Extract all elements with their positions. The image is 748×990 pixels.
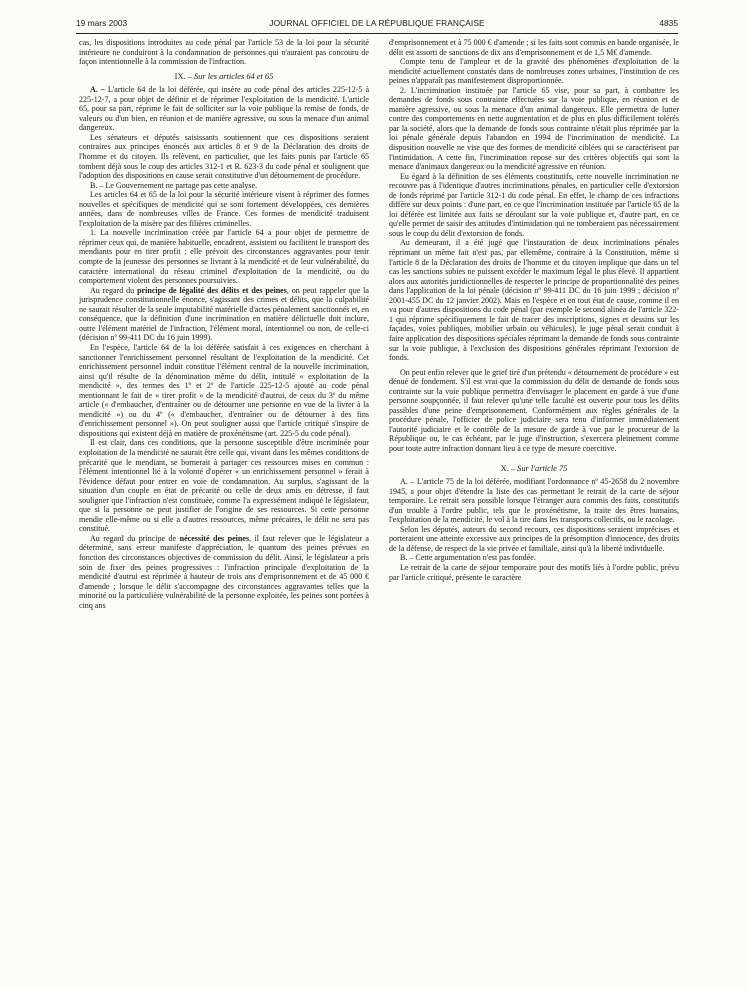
- paragraph: Il est clair, dans ces conditions, que la personne susceptible d'être incriminée pour exploitation de la mendicité ne saurait être celle qui, vivant dans les mêmes conditions de précarité que le mendiant, se bornerait à partager ces ressources mises en commun : l'élément intentionnel lié à la volonté d'opérer « un enrichissement personnel » ferait à l'évidence défaut pour entrer en voie de condamnation. Au surplus, s'agissant de la situation d'un couple en état de précarité ou celle de deux amis en détresse, il faut souligner que l'infraction n'est constituée, comme l'a expressément indiqué le législateur, que si la personne ne peut justifier de l'origine de ses ressources. Si cette personne mendie elle-même ou si elle a d'autres ressources, même précaires, le délit ne sera pas constitué.: [79, 438, 369, 534]
- left-column: [79, 38, 369, 983]
- paragraph: Au demeurant, il a été jugé que l'instauration de deux incriminations pénales réprimant un même fait n'est pas, par ellemême, contraire à la Constitution, même si l'article 8 de la Déclaration des droits de l'homme et du citoyen implique que dans un tel cas les sanctions subies ne puissent excéder le maximum légal le plus élevé. Il appartient alors aux autorités juridictionnelles de respecter le principe de proportionnalité des peines dans l'application de la loi pénale (décision nº 99-411 DC du 16 juin 1999 ; décision nº 2001-455 DC du 12 janvier 2002). Mais en l'espèce et en tout état de cause, comme il en va pour d'autres dispositions du code pénal (par exemple le second alinéa de l'article 322-1 qui réprime spécifiquement le fait de tracer des inscriptions, signes et dessins sur les façades, voies publiques, mobilier urbain ou véhicules), le juge pénal serait conduit à faire application des dispositions spéciales réprimant la demande de fonds sous contrainte sur la voie publique, à l'exclusion des dispositions générales réprimant l'extorsion de fonds.: [389, 238, 679, 363]
- paragraph: En l'espèce, l'article 64 de la loi déférée satisfait à ces exigences en cherchant à sanctionner l'enrichissement personnel résultant de l'exploitation de la mendicité. Cet enrichissement personnel induit constitue l'élément central de la nouvelle incrimination, ainsi qu'il résulte de la dénomination même du délit, intitulé « exploitation de la mendicité », des termes des 1º et 2º de l'article 225-12-5 ajouté au code pénal mentionnant le fait de « tirer profit » de la mendicité d'autrui, de ceux du 3º du même article (« d'embaucher, d'entraîner ou de détourner une personne en vue de la livrer à la mendicité ») ou du 4º (« d'embaucher, d'entraîner ou de détourner à des fins d'enrichissement personnel »). On peut souligner aussi que l'article critiqué s'inspire de dispositions qui existent déjà en matière de proxénétisme (art. 225-5 du code pénal).: [79, 342, 369, 438]
- section-ix-heading: [79, 72, 369, 82]
- section-title: Sur l'article 75: [517, 463, 568, 473]
- paragraph: A. – L'article 75 de la loi déférée, modifiant l'ordonnance nº 45-2658 du 2 novembre 1945, a pour objet d'étendre la liste des cas permettant le retrait de la carte de séjour temporaire. Le retrait sera possible lorsque l'étranger aura commis des faits, constitutifs d'un trouble à l'ordre public, tels que le proxénétisme, la traite des êtres humains, l'exploitation de la mendicité, le vol à la tire dans les transports collectifs, ou le racolage.: [389, 477, 679, 525]
- page-header: [76, 18, 678, 32]
- paragraph: Au regard du principe de légalité des délits et des peines, on peut rappeler que la jurisprudence constitutionnelle énonce, s'agissant des crimes et délits, que la culpabilité ne saurait résulter de la seule imputabilité matérielle d'actes pénalement sanctionnés et, en conséquence, que la définition d'une incrimination en matière délictuelle doit inclure, outre l'élément matériel de l'infraction, l'élément moral, intentionnel ou non, de celle-ci (décision nº 99-411 DC du 16 juin 1999).: [79, 285, 369, 343]
- paragraph: Les sénateurs et députés saisissants soutiennent que ces dispositions seraient contraires aux principes énoncés aux articles 8 et 9 de la Déclaration des droits de l'homme et du citoyen. Ils relèvent, en particulier, que les faits punis par l'article 65 tombent déjà sous le coup des articles 312-1 et R. 623-3 du code pénal et soulignent que l'adoption des dispositions en cause serait constitutive d'un détournement de procédure.: [79, 132, 369, 181]
- page-number: 4835: [659, 18, 678, 28]
- paragraph: B. – Cette argumentation n'est pas fondée.: [400, 553, 536, 563]
- paragraph: cas, les dispositions introduites au code pénal par l'article 53 de la loi pour la sécurité intérieure ne conduiront à la condamnation de personnes qui n'auraient pas concouru de façon intentionnelle à la commission de l'infraction.: [79, 38, 369, 67]
- journal-title: JOURNAL OFFICIEL DE LA RÉPUBLIQUE FRANÇAISE: [269, 18, 485, 28]
- paragraph: 1. La nouvelle incrimination créée par l'article 64 a pour objet de permettre de réprimer ceux qui, de manière habituelle, encadrent, assistent ou facilitent le transport des mendiants pour en tirer profit ; elle prévoit des circonstances aggravantes pour tenir compte de la jeunesse des personnes se livrant à la mendicité et de leur vulnérabilité, du caractère international du réseau criminel d'exploitation de la mendicité, ou du comportement violent des personnes poursuivies.: [79, 228, 369, 286]
- paragraph: Selon les députés, auteurs du second recours, ces dispositions seraient imprécises et porteraient une atteinte excessive aux principes de la présomption d'innocence, des droits de la défense, de respect de la vie privée et familiale, ainsi qu'à la liberté individuelle.: [389, 524, 679, 553]
- paragraph: Au regard du principe de nécessité des peines, il faut relever que le législateur a déterminé, sans erreur manifeste d'appréciation, le quantum des peines prévues en fonction des circonstances objectives de commission du délit. Ainsi, le législateur a pris soin de fixer des peines progressives : l'infraction principale d'exploitation de la mendicité d'autrui est réprimée à hauteur de trois ans d'emprisonnement et de 45 000 € d'amende ; lorsque le délit s'accompagne des circonstances aggravantes telles que la minorité ou la particulière vulnérabilité de la personne exploitée, les peines sont portées à cinq ans: [79, 533, 369, 610]
- section-title: Sur les articles 64 et 65: [193, 71, 274, 81]
- header-rule: [76, 33, 678, 34]
- paragraph-lead: A. –: [90, 85, 105, 95]
- right-column: [389, 38, 679, 983]
- paragraph: Les articles 64 et 65 de la loi pour la sécurité intérieure visent à réprimer des formes nouvelles et spécifiques de mendicité qui se sont fortement développées, ces dernières années, dans de nombreuses villes de France. Ces formes de mendicité traduisent l'exploitation de la misère par des filières criminelles.: [79, 190, 369, 228]
- emphasis: nécessité des peines: [179, 533, 250, 543]
- paragraph: 2. L'incrimination instituée par l'article 65 vise, pour sa part, à combattre les demandes de fonds sous contrainte effectuées sur la voie publique, en réunion et de manière agressive, ou sous la menace d'un animal dangereux. Elle permettra de lutter contre des comportements en nette augmentation et de plus en plus difficilement tolérés par la société, alors que la demande de fonds sous contrainte n'était plus réprimée par la loi pénale générale depuis l'abandon en 1994 de l'incrimination de mendicité. La disposition nouvelle ne vise que des formes de mendicité ciblées qui se caractérisent par l'intimidation. A cette fin, l'incrimination repose sur des critères objectifs qui sont la menace d'animaux dangereux ou la mendicité agressive en réunion.: [389, 85, 679, 172]
- paragraph: Compte tenu de l'ampleur et de la gravité des phénomènes d'exploitation de la mendicité actuellement constatés dans de nombreuses zones urbaines, l'institution de ces peines n'apparaît pas manifestement disproportionnée.: [389, 57, 679, 86]
- header-date: 19 mars 2003: [76, 18, 128, 28]
- paragraph: B. – Le Gouvernement ne partage pas cette analyse.: [90, 180, 258, 190]
- section-x-heading: [389, 464, 679, 474]
- paragraph: Le retrait de la carte de séjour temporaire pour des motifs liés à l'ordre public, prévu par l'article critiqué, présente le caractère: [389, 562, 679, 582]
- paragraph: On peut enfin relever que le grief tiré d'un prétendu « détournement de procédure » est dénué de fondement. S'il est vrai que la commission du délit de demande de fonds sous contrainte sur la voie publique permettra d'envisager le placement en garde à vue d'une personne soupçonnée, il faut relever qu'une telle faculté est ouverte pour tous les délits passibles d'une peine d'emprisonnement. Conformément aux règles générales de la procédure pénale, l'officier de police judiciaire sera tenu d'informer immédiatement l'autorité judiciaire et le contrôle de la mesure de garde à vue par le procureur de la République ou, le cas échéant, par le juge d'instruction, s'exercera pleinement comme pour toute autre infraction donnant lieu à ce type de mesure coercitive.: [389, 367, 679, 453]
- paragraph: Eu égard à la définition de ses éléments constitutifs, cette nouvelle incrimination ne recouvre pas à l'identique d'autres incriminations pénales, en particulier celle d'extorsion de fonds réprimé par l'article 312-1 du code pénal. En effet, le champ de ces infractions diffère sur deux points : d'une part, en ce que l'incrimination instituée par l'article 65 de la loi déférée est limitée aux faits se déroulant sur la voie publique et, d'autre part, en ce qu'elle permet de saisir des attitudes d'intimidation qui ne tomberaient pas nécessairement sous le coup du délit d'extorsion de fonds.: [389, 171, 679, 238]
- section-number: IX. –: [174, 71, 192, 81]
- emphasis: principe de légalité des délits et des peines: [137, 285, 287, 295]
- paragraph: d'emprisonnement et à 75 000 € d'amende ; si les faits sont commis en bande organisée, le délit est assorti de sanctions de dix ans d'emprisonnement et de 1,5 M€ d'amende.: [389, 38, 679, 57]
- section-number: X. –: [500, 463, 516, 473]
- paragraph: A. – L'article 64 de la loi déférée, qui insère au code pénal des articles 225-12-5 à 225-12-7, a pour objet de définir et de réprimer l'exploitation de la mendicité. L'article 65, pour sa part, réprime le fait de solliciter sur la voie publique la remise de fonds, de valeurs ou d'un bien, en réunion et de manière agressive, ou sous la menace d'un animal dangereux.: [79, 85, 369, 133]
